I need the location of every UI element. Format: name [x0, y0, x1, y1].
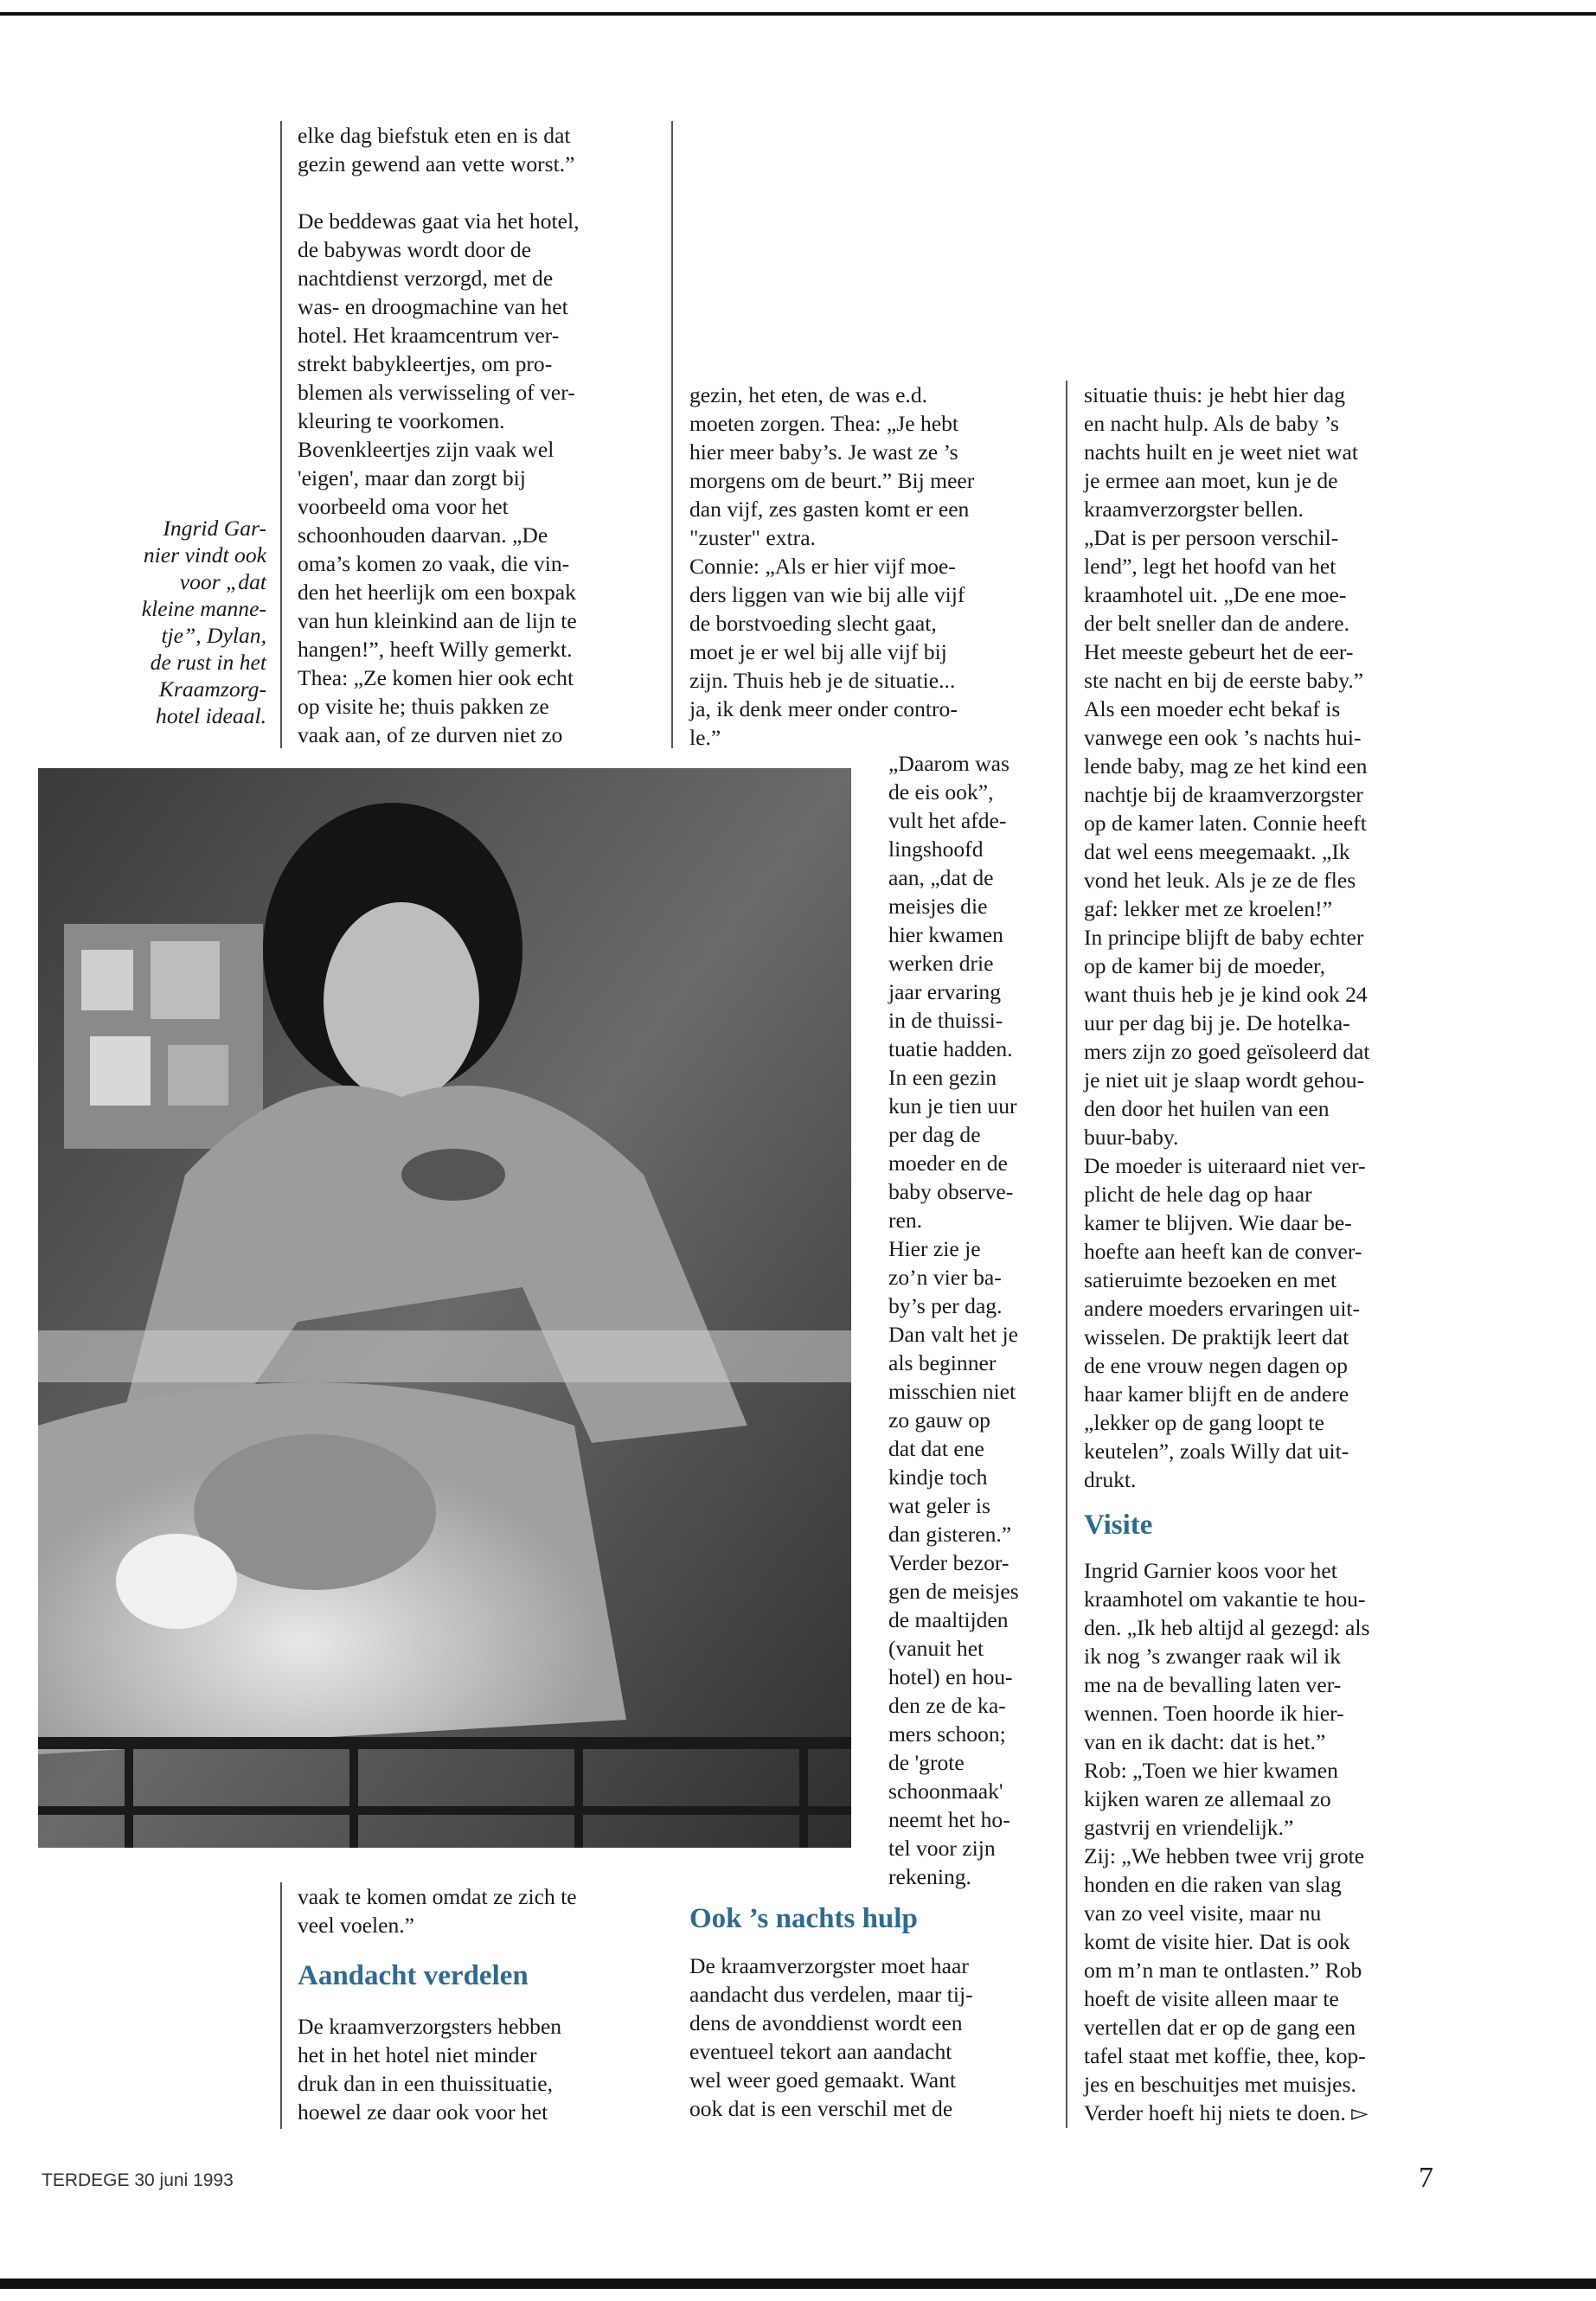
- text-line: zo gauw op: [888, 1407, 990, 1433]
- text-line: vond het leuk. Als je ze de fles: [1084, 868, 1356, 893]
- text-line: buur-baby.: [1084, 1125, 1179, 1150]
- text-line: kraamhotel om vakantie te hou-: [1084, 1586, 1366, 1612]
- magazine-footer: TERDEGE 30 juni 1993: [42, 2170, 234, 2190]
- text-line: de maaltijden: [888, 1607, 1009, 1632]
- text-line: gaf: lekker met ze kroelen!”: [1084, 896, 1333, 921]
- text-line: om m’n man te ontlasten.” Rob: [1084, 1958, 1362, 1983]
- text-line: hoewel ze daar ook voor het: [298, 2099, 548, 2125]
- text-line: gezin gewend aan vette worst.”: [298, 151, 575, 176]
- text-line: der belt sneller dan de andere.: [1084, 611, 1349, 636]
- text-line: jaar ervaring: [888, 979, 1002, 1004]
- text-line: kijken waren ze allemaal zo: [1084, 1786, 1331, 1811]
- text-line: lende baby, mag ze het kind een: [1084, 753, 1368, 779]
- text-line: dens de avonddienst wordt een: [689, 2010, 963, 2035]
- text-line: drukt.: [1084, 1467, 1137, 1492]
- text-line: uur per dag bij je. De hotelka-: [1084, 1010, 1350, 1035]
- column-1-bottom: [298, 1882, 661, 2126]
- text-line: Verder bezor-: [888, 1550, 1010, 1575]
- text-line: me na de bevalling laten ver-: [1084, 1672, 1342, 1697]
- text-line: ste nacht en bij de eerste baby.”: [1084, 668, 1364, 693]
- text-line: schoonmaak': [888, 1779, 1003, 1804]
- caption-line: tje”, Dylan,: [161, 623, 266, 648]
- text-line: de ene vrouw negen dagen op: [1084, 1353, 1348, 1378]
- text-line: lend”, legt het hoofd van het: [1084, 554, 1336, 579]
- text-line: den ze de ka-: [888, 1693, 1006, 1718]
- text-line: nachtje bij de kraamverzorgster: [1084, 782, 1363, 807]
- text-line: kraamhotel uit. „De ene moe-: [1084, 582, 1347, 607]
- text-line: de borstvoeding slecht gaat,: [689, 611, 937, 636]
- text-line: meisjes die: [888, 894, 988, 919]
- text-line: op de kamer bij de moeder,: [1084, 953, 1325, 978]
- caption-line: hotel ideaal.: [156, 703, 266, 728]
- text-line: per dag de: [888, 1122, 981, 1147]
- text-line: als beginner: [888, 1350, 997, 1375]
- text-line: tafel staat met koffie, thee, kop-: [1084, 2043, 1366, 2068]
- text-line: van hun kleinkind aan de lijn te: [298, 608, 577, 633]
- text-line: „lekker op de gang loopt te: [1084, 1410, 1324, 1435]
- text-line: op visite he; thuis pakken ze: [298, 694, 549, 719]
- text-line: veel voelen.”: [298, 1913, 415, 1938]
- text-line: kraamverzorgster bellen.: [1084, 497, 1304, 522]
- text-line: Rob: „Toen we hier kwamen: [1084, 1758, 1338, 1783]
- text-line: keutelen”, zoals Willy dat uit-: [1084, 1439, 1349, 1464]
- text-line: Als een moeder echt bekaf is: [1084, 696, 1341, 721]
- text-line: wisselen. De praktijk leert dat: [1084, 1324, 1349, 1349]
- column-2-top: [689, 381, 1053, 752]
- text-line: je ermee aan moet, kun je de: [1084, 468, 1338, 493]
- text-line: Zij: „We hebben twee vrij grote: [1084, 1843, 1365, 1868]
- caption-line: nier vindt ook: [143, 542, 266, 567]
- text-line: gen de meisjes: [888, 1579, 1019, 1604]
- text-line: gezin, het eten, de was e.d.: [689, 382, 928, 407]
- text-line: werken drie: [888, 951, 994, 976]
- section-heading-aandacht-verdelen: Aandacht verdelen: [298, 1960, 529, 1991]
- text-line: vertellen dat er op de gang een: [1084, 2015, 1356, 2040]
- text-line: vaak te komen omdat ze zich te: [298, 1884, 577, 1909]
- top-rule: [0, 12, 1596, 16]
- text-line: strekt babykleertjes, om pro-: [298, 351, 553, 376]
- text-line: den door het huilen van een: [1084, 1096, 1330, 1121]
- text-line: Het meeste gebeurt het de eer-: [1084, 639, 1354, 664]
- text-line: le.”: [689, 725, 721, 750]
- text-line: De beddewas gaat via het hotel,: [298, 208, 580, 234]
- text-line: van zo veel visite, maar nu: [1084, 1900, 1322, 1926]
- section-heading-visite: Visite: [1084, 1509, 1153, 1541]
- text-line: je niet uit je slaap wordt gehou-: [1084, 1067, 1365, 1093]
- text-line: mers zijn zo goed geïsoleerd dat: [1084, 1039, 1370, 1064]
- text-line: ja, ik denk meer onder contro-: [689, 696, 958, 721]
- text-line: hotel) en hou-: [888, 1664, 1013, 1689]
- text-line: hier meer baby’s. Je wast ze ’s: [689, 439, 958, 465]
- caption-line: voor „dat: [179, 569, 266, 594]
- text-line: hier kwamen: [888, 922, 1003, 947]
- column-2-rule-top: [671, 121, 673, 748]
- column-1-rule-bottom: [280, 1882, 282, 2129]
- bottom-rule: [0, 2279, 1596, 2289]
- text-line: ook dat is een verschil met de: [689, 2096, 953, 2121]
- text-line: blemen als verwisseling of ver-: [298, 380, 575, 405]
- text-line: de babywas wordt door de: [298, 237, 532, 262]
- text-line: wat geler is: [888, 1493, 990, 1518]
- text-line: eventueel tekort aan aandacht: [689, 2039, 952, 2064]
- text-line: op de kamer laten. Connie heeft: [1084, 811, 1367, 836]
- photo-illustration: [38, 768, 851, 1848]
- text-line: Verder hoeft hij niets te doen. ▻: [1084, 2100, 1368, 2125]
- caption-line: kleine manne-: [141, 596, 266, 621]
- column-3: [1084, 381, 1447, 2127]
- text-line: komt de visite hier. Dat is ook: [1084, 1929, 1350, 1954]
- text-line: kindje toch: [888, 1465, 988, 1490]
- column-2-narrow: [888, 749, 1061, 1891]
- text-line: den. „Ik heb altijd al gezegd: als: [1084, 1615, 1370, 1640]
- text-line: van en ik dacht: dat is het.”: [1084, 1729, 1326, 1754]
- text-line: „Daarom was: [888, 751, 1010, 776]
- text-line: plicht de hele dag op haar: [1084, 1182, 1312, 1207]
- text-line: (vanuit het: [888, 1636, 984, 1661]
- text-line: In principe blijft de baby echter: [1084, 925, 1364, 950]
- text-line: kun je tien uur: [888, 1093, 1017, 1118]
- column-1-top: [298, 121, 661, 749]
- text-line: oma’s komen zo vaak, die vin-: [298, 551, 570, 576]
- text-line: zijn. Thuis heb je de situatie...: [689, 668, 956, 693]
- text-line: de 'grote: [888, 1750, 965, 1775]
- text-line: zo’n vier ba-: [888, 1265, 1002, 1290]
- section-heading-ook-snachts-hulp: Ook ’s nachts hulp: [689, 1903, 918, 1934]
- column-3-rule: [1066, 381, 1067, 2128]
- text-line: De moeder is uiteraard niet ver-: [1084, 1153, 1366, 1178]
- text-line: hoefte aan heeft kan de conver-: [1084, 1239, 1362, 1264]
- text-line: en nacht hulp. Als de baby ’s: [1084, 411, 1339, 436]
- text-line: mers schoon;: [888, 1721, 1006, 1747]
- text-line: want thuis heb je je kind ook 24: [1084, 982, 1368, 1007]
- text-line: was- en droogmachine van het: [298, 294, 568, 319]
- text-line: elke dag biefstuk eten en is dat: [298, 123, 571, 148]
- text-line: aan, „dat de: [888, 865, 994, 890]
- text-line: hotel. Het kraamcentrum ver-: [298, 323, 560, 348]
- column-2-bottom: [689, 1900, 1053, 2123]
- text-line: kleuring te voorkomen.: [298, 408, 505, 433]
- text-line: wennen. Toen hoorde ik hier-: [1084, 1701, 1344, 1726]
- text-line: Dan valt het je: [888, 1322, 1018, 1347]
- caption-line: Kraamzorg-: [158, 676, 266, 702]
- text-line: satieruimte bezoeken en met: [1084, 1267, 1337, 1292]
- text-line: ders liggen van wie bij alle vijf: [689, 582, 965, 607]
- text-line: voorbeeld oma voor het: [298, 494, 509, 519]
- text-line: Ingrid Garnier koos voor het: [1084, 1558, 1337, 1583]
- text-line: gastvrij en vriendelijk.”: [1084, 1815, 1294, 1840]
- text-line: moet je er wel bij alle vijf bij: [689, 639, 947, 664]
- text-line: wel weer goed gemaakt. Want: [689, 2067, 957, 2093]
- text-line: neemt het ho-: [888, 1807, 1010, 1832]
- text-line: Thea: „Ze komen hier ook echt: [298, 665, 574, 690]
- text-line: Connie: „Als er hier vijf moe-: [689, 554, 956, 579]
- text-line: Hier zie je: [888, 1236, 981, 1261]
- text-line: schoonhouden daarvan. „De: [298, 522, 548, 548]
- text-line: rekening.: [888, 1864, 971, 1889]
- caption-line: de rust in het: [150, 650, 266, 675]
- text-line: moeten zorgen. Thea: „Je hebt: [689, 411, 959, 436]
- page-number: 7: [1419, 2162, 1433, 2194]
- column-1-rule: [280, 121, 282, 748]
- text-line: nachtdienst verzorgd, met de: [298, 266, 554, 291]
- text-line: honden en die raken van slag: [1084, 1872, 1342, 1897]
- text-line: hangen!”, heeft Willy gemerkt.: [298, 637, 573, 662]
- text-line: De kraamverzorgsters hebben: [298, 2014, 562, 2039]
- text-line: De kraamverzorgster moet haar: [689, 1953, 969, 1978]
- text-line: tel voor zijn: [888, 1836, 996, 1861]
- text-line: vaak aan, of ze durven niet zo: [298, 722, 563, 747]
- text-line: andere moeders ervaringen uit-: [1084, 1296, 1361, 1321]
- caption-line: Ingrid Gar-: [163, 516, 266, 541]
- text-line: haar kamer blijft en de andere: [1084, 1381, 1349, 1407]
- text-line: ik nog ’s zwanger raak wil ik: [1084, 1644, 1342, 1669]
- text-line: kamer te blijven. Wie daar be-: [1084, 1210, 1352, 1235]
- text-line: 'eigen', maar dan zorgt bij: [298, 465, 526, 490]
- text-line: vult het afde-: [888, 808, 1007, 833]
- mother-and-baby-photo: [38, 768, 851, 1848]
- text-line: „Dat is per persoon verschil-: [1084, 525, 1339, 550]
- text-line: aandacht dus verdelen, maar tij-: [689, 1982, 973, 2007]
- photo-caption: [95, 515, 266, 729]
- text-line: moeder en de: [888, 1150, 1008, 1176]
- text-line: de eis ook”,: [888, 779, 994, 804]
- text-line: het in het hotel niet minder: [298, 2042, 537, 2067]
- text-line: misschien niet: [888, 1379, 1016, 1404]
- text-line: nachts huilt en je weet niet wat: [1084, 439, 1358, 465]
- text-line: by’s per dag.: [888, 1293, 1003, 1318]
- text-line: baby observe-: [888, 1179, 1014, 1204]
- text-line: situatie thuis: je hebt hier dag: [1084, 382, 1346, 407]
- text-line: tuatie hadden.: [888, 1036, 1013, 1061]
- text-line: lingshoofd: [888, 836, 984, 862]
- text-line: vanwege een ook ’s nachts hui-: [1084, 725, 1362, 750]
- text-line: den het heerlijk om een boxpak: [298, 580, 576, 605]
- text-line: in de thuissi-: [888, 1008, 1003, 1033]
- text-line: dan vijf, zes gasten komt er een: [689, 497, 970, 522]
- text-line: hoeft de visite alleen maar te: [1084, 1986, 1339, 2011]
- text-line: Bovenkleertjes zijn vaak wel: [298, 437, 554, 462]
- text-line: dan gisteren.”: [888, 1522, 1012, 1547]
- text-line: dat dat ene: [888, 1436, 984, 1461]
- text-line: "zuster" extra.: [689, 525, 816, 550]
- text-line: dat wel eens meegemaakt. „Ik: [1084, 839, 1350, 864]
- text-line: ren.: [888, 1208, 923, 1233]
- text-line: In een gezin: [888, 1065, 997, 1090]
- text-line: morgens om de beurt.” Bij meer: [689, 468, 975, 493]
- text-line: jes en beschuitjes met muisjes.: [1084, 2072, 1356, 2097]
- text-line: druk dan in een thuissituatie,: [298, 2071, 553, 2096]
